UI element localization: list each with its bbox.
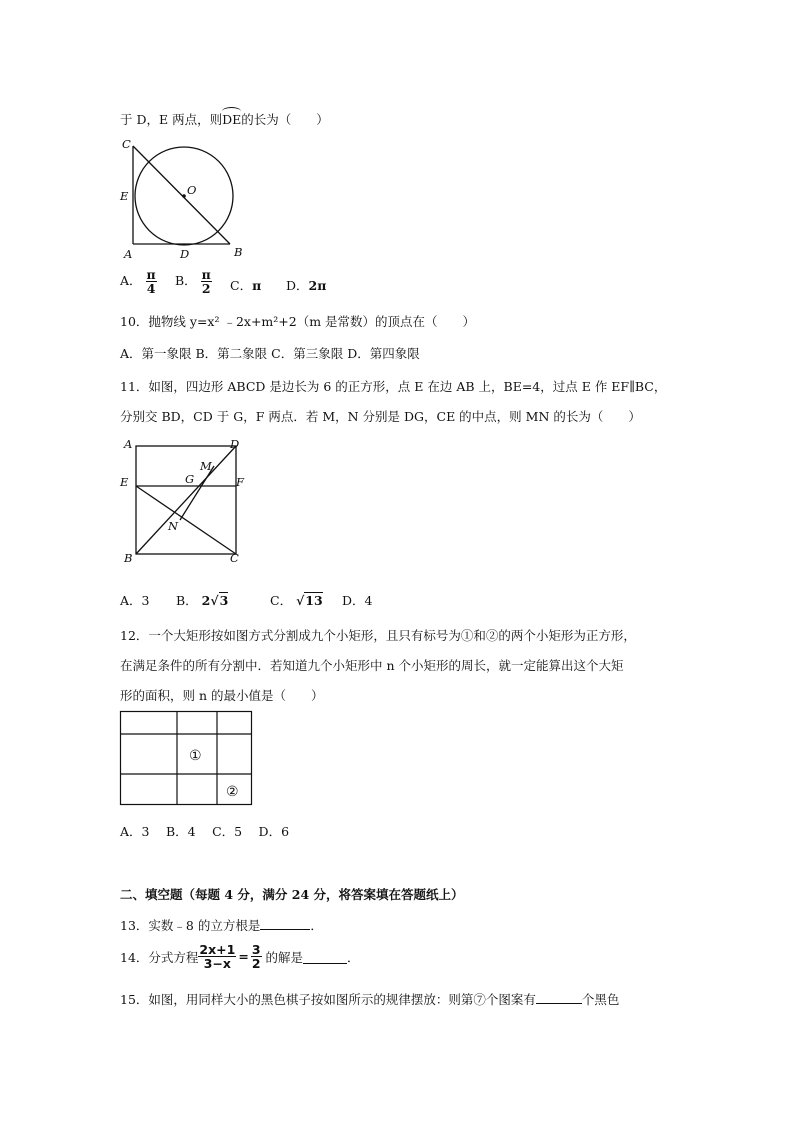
label-b: B (124, 551, 133, 565)
fraction-rhs: $\frac{3}{2}$ (251, 942, 261, 972)
q11-option-a: A．3 (120, 593, 150, 608)
q12-stem-line1: 12．一个大矩形按如图方式分割成九个小矩形，且只有标号为①和②的两个小矩形为正方形， (120, 628, 636, 643)
q11-option-b: B． 2√3 (176, 593, 229, 608)
q9-stem-pre: 于 D，E 两点，则 (120, 112, 223, 127)
label-f: F (236, 475, 244, 489)
label-g: G (185, 472, 195, 486)
answer-blank[interactable] (260, 929, 310, 930)
segment-bd (136, 446, 236, 554)
q10-stem: 10．抛物线 y=x² ﹣2x+m²+2（m 是常数）的顶点在（ ） (120, 314, 476, 329)
label-e: E (120, 475, 129, 489)
q10-options: A．第一象限 B．第二象限 C．第三象限 D．第四象限 (120, 346, 420, 361)
q13-stem: 13．实数﹣8 的立方根是 ． (120, 918, 323, 933)
q9-stem (120, 110, 329, 128)
q14-stem: 14．分式方程 $\frac{2x+1}{3-x}$ = $\frac{3}{2}$ 的解是 ． (120, 942, 360, 972)
segment-ec (136, 486, 236, 554)
fraction-lhs: $\frac{2x+1}{3-x}$ (199, 942, 236, 972)
q15-stem: 15．如图，用同样大小的黑色棋子按如图所示的规律摆放：则第⑦个图案有 个黑色 (120, 992, 620, 1007)
label-c: C (122, 137, 131, 151)
label-o: O (187, 183, 197, 197)
q9-figure (118, 134, 258, 264)
q9-option-b: B． $\frac{\pi}{2}$ (175, 267, 211, 297)
label-e: E (120, 189, 129, 203)
square-label-1: ① (189, 748, 202, 764)
q11-stem-line2: 分别交 BD，CD 于 G，F 两点．若 M，N 分别是 DG，CE 的中点，则 MN 的长为（ ） (120, 409, 641, 424)
root-thirteen: √13 (296, 593, 323, 608)
label-d: D (180, 247, 190, 261)
answer-blank[interactable] (536, 1003, 582, 1004)
two-root-three: 2√3 (201, 593, 229, 608)
center-point-o (182, 194, 186, 198)
label-a: A (124, 437, 133, 451)
q11-option-c: C． √13 (270, 593, 323, 608)
q9-option-a: A． $\frac{\pi}{4}$ (120, 267, 156, 297)
q12-stem-line2: 在满足条件的所有分割中．若知道九个小矩形中 n 个小矩形的周长，就一定能算出这个大矩 (120, 658, 624, 673)
answer-blank[interactable] (303, 949, 347, 964)
q11-figure (118, 436, 258, 570)
label-a: A (124, 247, 133, 261)
label-d: D (230, 437, 240, 451)
fraction-pi-over-2: $\frac{\pi}{2}$ (201, 267, 211, 297)
label-m: M (200, 459, 212, 473)
label-n: N (168, 519, 179, 533)
q12-stem-line3: 形的面积，则 n 的最小值是（ ） (120, 688, 324, 703)
section-2-title: 二、填空题（每题 4 分，满分 24 分，将答案填在答题纸上） (120, 887, 464, 902)
q9-option-c: C．π (230, 278, 262, 293)
square-label-2: ② (226, 784, 239, 800)
q11-stem-line1: 11．如图，四边形 ABCD 是边长为 6 的正方形，点 E 在边 AB 上，BE=4，过点 E 作 EF∥BC， (120, 379, 667, 394)
arc-de-label: DE (222, 112, 242, 127)
label-c: C (230, 551, 239, 565)
q12-options: A．3 B．4 C．5 D．6 (120, 824, 290, 839)
q9-option-d: D．2π (286, 278, 327, 293)
q11-option-d: D．4 (342, 593, 373, 608)
q9-stem-post: 的长为（ ） (241, 112, 329, 127)
label-b: B (234, 245, 243, 259)
q12-grid-figure (120, 711, 254, 807)
fraction-pi-over-4: $\frac{\pi}{4}$ (146, 267, 156, 297)
